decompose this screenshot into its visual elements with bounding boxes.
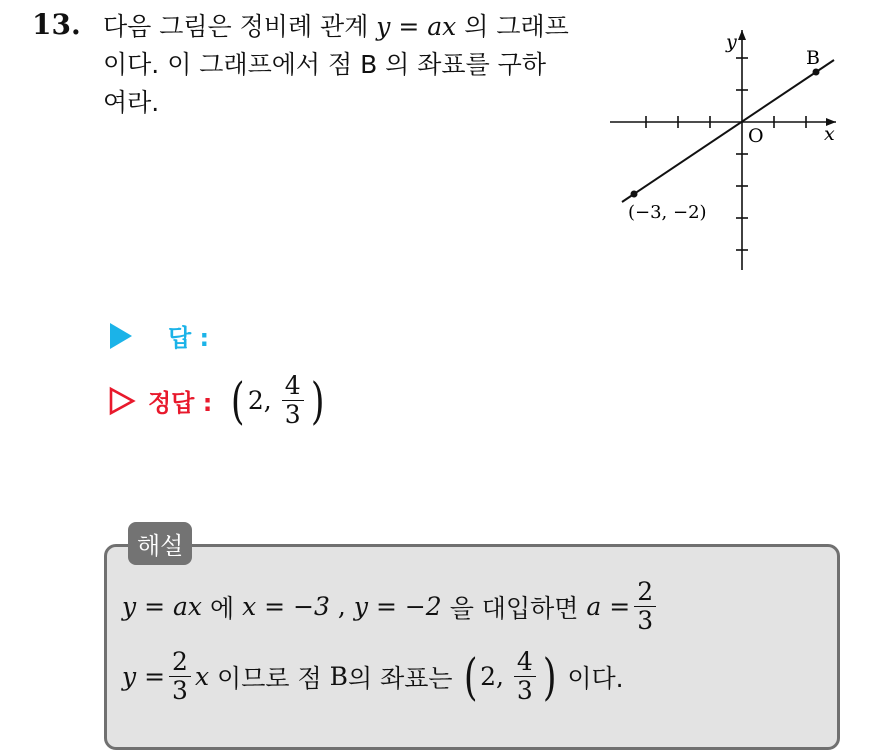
explanation-line-2 — [122, 648, 624, 705]
filled-triangle-icon — [108, 321, 134, 351]
exp2-fraction — [169, 648, 191, 705]
question-line-3: 여라. — [103, 88, 160, 117]
exp1-eq2: x = −3 — [242, 592, 330, 621]
exp1-k2: 을 대입하면 — [449, 593, 579, 623]
exp2-x: x — [194, 662, 210, 691]
solution-fraction-numerator: 4 — [282, 372, 304, 401]
x-axis-label: x — [824, 123, 835, 145]
solution-value-fraction — [282, 372, 304, 429]
exp2-eq1: y = — [122, 662, 166, 691]
point-a-label: (−3, −2) — [628, 202, 707, 223]
outline-triangle-icon — [108, 386, 136, 416]
exp2-left-paren: ( — [463, 647, 478, 706]
exp1-eq3: y = −2 — [353, 592, 442, 621]
question-text — [103, 8, 593, 122]
exp2-coord-denominator: 3 — [516, 676, 533, 705]
solution-value-x: 2, — [247, 386, 272, 415]
exp2-fraction-numerator: 2 — [169, 648, 191, 677]
exp2-coord-x: 2, — [480, 662, 504, 691]
exp2-k1: 이므로 점 — [217, 663, 322, 693]
exp1-fraction-denominator: 3 — [637, 606, 654, 635]
exp2-coord-fraction — [514, 648, 536, 705]
answer-label: 답 : — [168, 324, 210, 352]
exp2-k3: 이다. — [567, 663, 624, 693]
left-paren: ( — [231, 371, 245, 430]
exp2-fraction-denominator: 3 — [172, 676, 188, 705]
exp1-eq4: a = — [586, 592, 631, 621]
origin-label: O — [748, 125, 764, 147]
exp1-fraction-numerator: 2 — [634, 578, 656, 607]
point-b-label: B — [806, 47, 820, 69]
exp1-eq1: y = ax — [122, 592, 202, 621]
exp1-k1: 에 — [209, 593, 235, 623]
question-line-2: 이다. 이 그래프에서 점 B 의 좌표를 구하 — [103, 50, 546, 79]
explanation-line-1 — [122, 578, 660, 635]
exp2-coord-numerator: 4 — [514, 648, 536, 677]
point-b — [813, 69, 820, 76]
y-axis-label: y — [726, 31, 737, 53]
exp2-right-paren: ) — [542, 647, 557, 706]
right-paren: ) — [310, 371, 325, 430]
proportion-graph — [600, 20, 850, 280]
y-axis-arrow-icon — [738, 30, 746, 40]
solution-fraction-denominator: 3 — [284, 400, 301, 429]
question-line-1 — [103, 8, 593, 46]
exp2-point-b: B — [329, 662, 348, 691]
question-line-1-suffix: 의 그래프 — [464, 12, 569, 41]
question-equation: y = ax — [376, 12, 457, 41]
solution-label: 정답 : — [148, 389, 213, 417]
exp1-fraction — [634, 578, 656, 635]
question-line-1-prefix: 다음 그림은 정비례 관계 — [103, 12, 369, 41]
question-number: 13. — [32, 8, 81, 41]
exp2-k2: 의 좌표는 — [347, 663, 453, 693]
point-a — [631, 191, 638, 198]
exp1-comma: , — [337, 592, 346, 621]
solution-value — [228, 372, 327, 429]
explanation-tab: 해설 — [128, 522, 192, 565]
solution-row — [108, 372, 327, 429]
exp2-coordinate — [461, 648, 560, 705]
answer-row — [108, 318, 209, 353]
graph-line — [622, 60, 834, 202]
